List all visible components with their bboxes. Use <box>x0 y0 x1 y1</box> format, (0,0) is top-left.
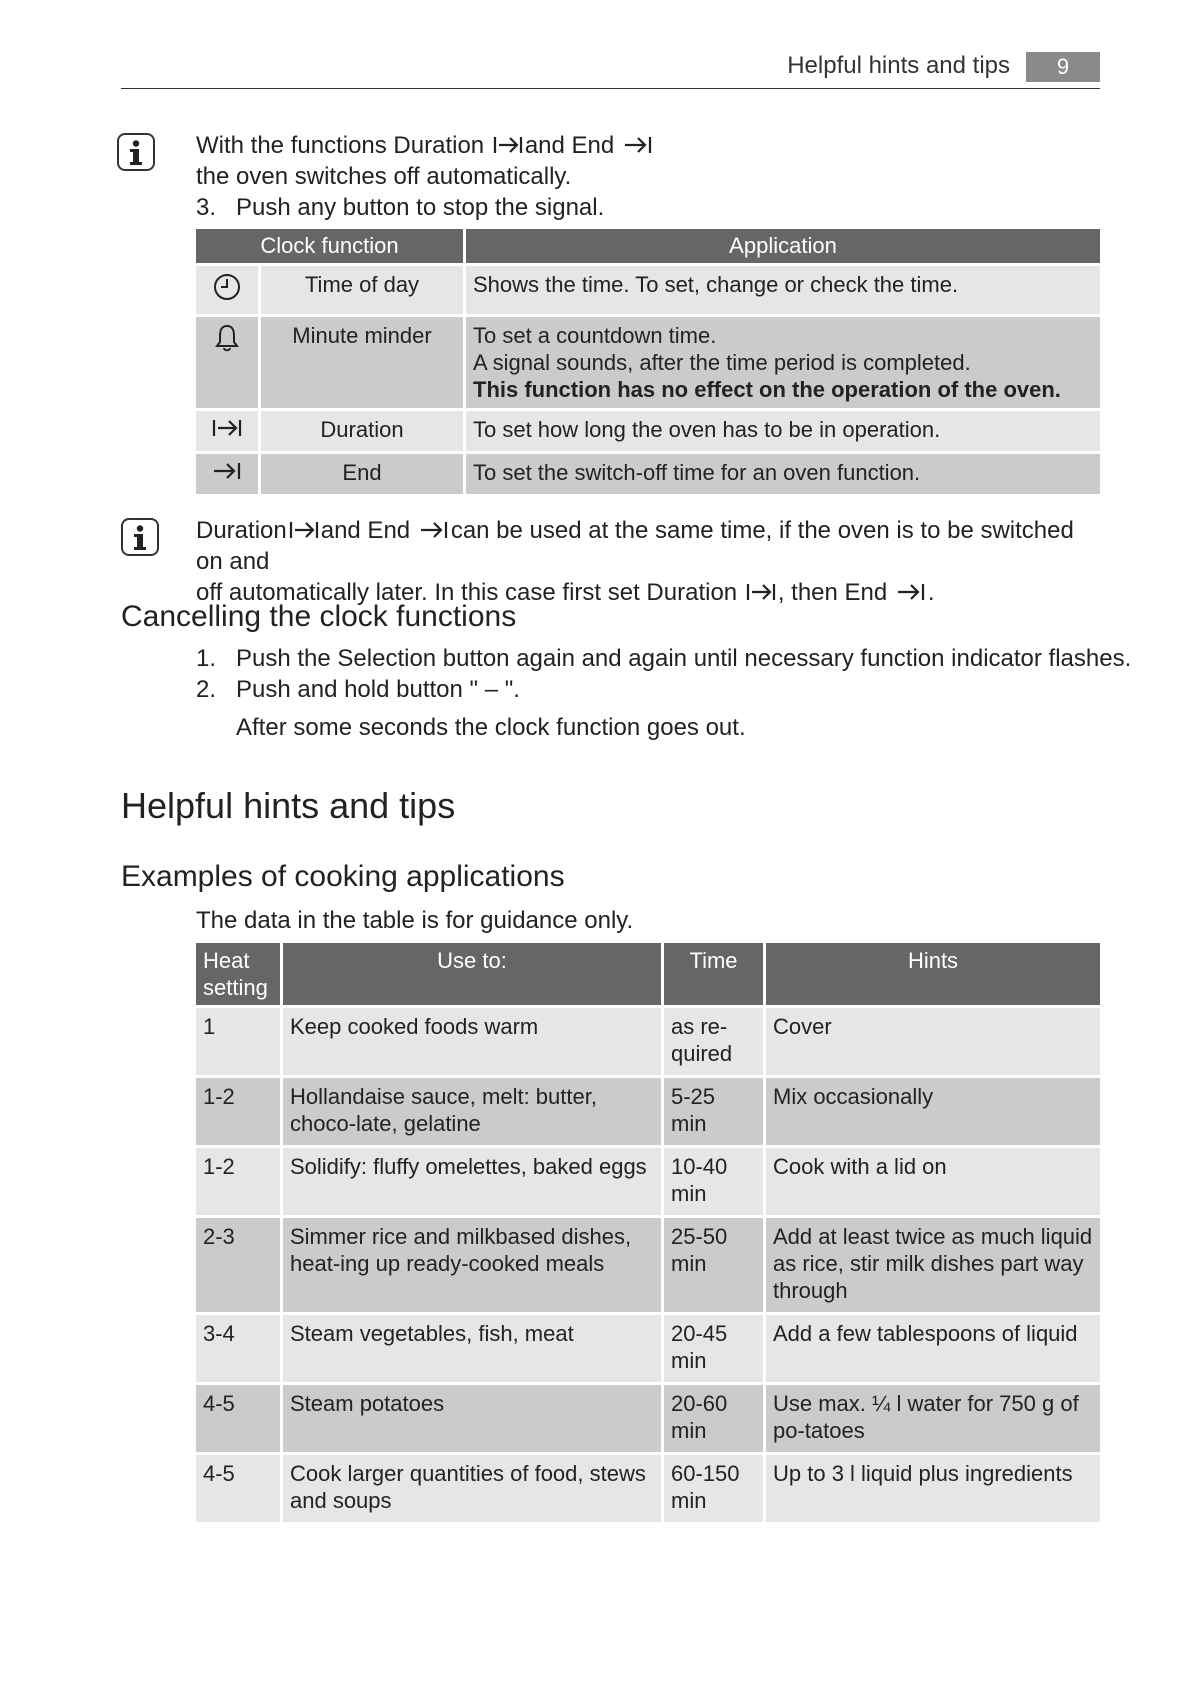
header-title: Helpful hints and tips <box>787 52 1010 79</box>
table-row <box>196 266 1100 314</box>
clock-function-name: Minute minder <box>261 317 463 408</box>
table-row <box>196 1148 1100 1215</box>
application-warning: This function has no effect on the operation of the oven. <box>473 377 1061 402</box>
heat-setting-cell: 2-3 <box>196 1218 280 1312</box>
note-text: and End <box>320 517 411 544</box>
end-icon <box>419 519 449 541</box>
info-icon <box>121 518 159 556</box>
time-cell: 5-25 min <box>664 1078 763 1145</box>
step-number: 2. <box>196 676 217 703</box>
time-cell: 20-60 min <box>664 1385 763 1452</box>
heat-setting-cell: 4-5 <box>196 1455 280 1522</box>
table-note: The data in the table is for guidance only. <box>196 907 634 934</box>
list-item <box>196 676 1106 707</box>
step-text: Push and hold button " – ". <box>236 676 520 703</box>
note-text: . <box>927 579 935 606</box>
table-row <box>196 1455 1100 1522</box>
table-row <box>196 1385 1100 1452</box>
note-text: can be used at the same time, if the oven is to be switched on and <box>196 517 1074 575</box>
table-row <box>196 411 1100 451</box>
use-cell: Keep cooked foods warm <box>283 1008 661 1075</box>
note-text: and End <box>524 132 615 159</box>
heat-setting-cell: 4-5 <box>196 1385 280 1452</box>
time-cell: as re-quired <box>664 1008 763 1075</box>
clock-function-table <box>193 226 1103 497</box>
use-cell: Hollandaise sauce, melt: butter, choco-late, gelatine <box>283 1078 661 1145</box>
use-cell: Steam potatoes <box>283 1385 661 1452</box>
heat-setting-cell: 1-2 <box>196 1078 280 1145</box>
hint-cell: Mix occasionally <box>766 1078 1100 1145</box>
use-cell: Steam vegetables, fish, meat <box>283 1315 661 1382</box>
table-row <box>196 317 1100 408</box>
page-number: 9 <box>1026 52 1100 82</box>
heat-setting-cell: 3-4 <box>196 1315 280 1382</box>
list-item <box>196 714 1106 745</box>
bell-icon <box>212 323 242 353</box>
heat-setting-cell: 1 <box>196 1008 280 1075</box>
clock-function-name: Time of day <box>261 266 463 314</box>
section-heading-cancelling: Cancelling the clock functions <box>121 600 517 633</box>
application-line: To set a countdown time. <box>473 323 717 348</box>
hint-cell: Add at least twice as much liquid as rice, stir milk dishes part way through <box>766 1218 1100 1312</box>
heat-setting-cell: 1-2 <box>196 1148 280 1215</box>
step-number: 1. <box>196 645 217 672</box>
clock-icon <box>212 272 242 302</box>
info-icon <box>117 133 155 171</box>
note-combined-use <box>196 515 1106 608</box>
col-header-heat-setting: Heat setting <box>196 943 280 1005</box>
note-text: the oven switches off automatically. <box>196 163 572 190</box>
note-duration-end <box>196 130 1096 192</box>
duration-icon <box>746 581 776 603</box>
hint-cell: Add a few tablespoons of liquid <box>766 1315 1100 1382</box>
duration-icon <box>493 134 523 156</box>
use-cell: Cook larger quantities of food, stews and soups <box>283 1455 661 1522</box>
cancel-steps <box>196 645 1132 745</box>
step-text: Push the Selection button again and again until necessary function indicator flashes. <box>236 645 1132 672</box>
col-header-clock-function: Clock function <box>196 229 463 263</box>
list-item <box>196 645 1132 676</box>
step-result: After some seconds the clock function goes out. <box>236 714 746 741</box>
hint-cell: Use max. ¼ l water for 750 g of po-tatoes <box>766 1385 1100 1452</box>
hint-cell: Cook with a lid on <box>766 1148 1100 1215</box>
col-header-application: Application <box>466 229 1100 263</box>
table-row <box>196 1008 1100 1075</box>
clock-function-name: End <box>261 454 463 494</box>
note-text: With the functions Duration <box>196 132 485 159</box>
use-cell: Simmer rice and milkbased dishes, heat-ing up ready-cooked meals <box>283 1218 661 1312</box>
col-header-hints: Hints <box>766 943 1100 1005</box>
page-heading-helpful-hints: Helpful hints and tips <box>121 785 456 826</box>
table-row <box>196 1218 1100 1312</box>
hint-cell: Up to 3 l liquid plus ingredients <box>766 1455 1100 1522</box>
col-header-use-to: Use to: <box>283 943 661 1005</box>
time-cell: 25-50 min <box>664 1218 763 1312</box>
table-row <box>196 454 1100 494</box>
note-text: , then End <box>777 579 888 606</box>
time-cell: 60-150 min <box>664 1455 763 1522</box>
col-header-time: Time <box>664 943 763 1005</box>
section-heading-examples: Examples of cooking applications <box>121 860 565 893</box>
table-row <box>196 1078 1100 1145</box>
page-header <box>121 48 1100 89</box>
use-cell: Solidify: fluffy omelettes, baked eggs <box>283 1148 661 1215</box>
note-text: off automatically later. In this case first set Duration <box>196 579 738 606</box>
time-cell: 10-40 min <box>664 1148 763 1215</box>
clock-function-name: Duration <box>261 411 463 451</box>
application-line: A signal sounds, after the time period is completed. <box>473 350 971 375</box>
clock-function-application: To set how long the oven has to be in operation. <box>466 411 1100 451</box>
table-row <box>196 1315 1100 1382</box>
time-cell: 20-45 min <box>664 1315 763 1382</box>
step-3: 3. Push any button to stop the signal. <box>196 194 605 221</box>
hint-cell: Cover <box>766 1008 1100 1075</box>
clock-function-application: To set the switch-off time for an oven function. <box>466 454 1100 494</box>
cooking-applications-table <box>193 940 1103 1525</box>
duration-icon <box>289 519 319 541</box>
end-icon <box>623 134 653 156</box>
end-icon <box>212 460 242 482</box>
duration-icon <box>212 417 242 439</box>
end-icon <box>896 581 926 603</box>
clock-function-application <box>466 317 1100 408</box>
note-text: Duration <box>196 517 287 544</box>
clock-function-application: Shows the time. To set, change or check the time. <box>466 266 1100 314</box>
